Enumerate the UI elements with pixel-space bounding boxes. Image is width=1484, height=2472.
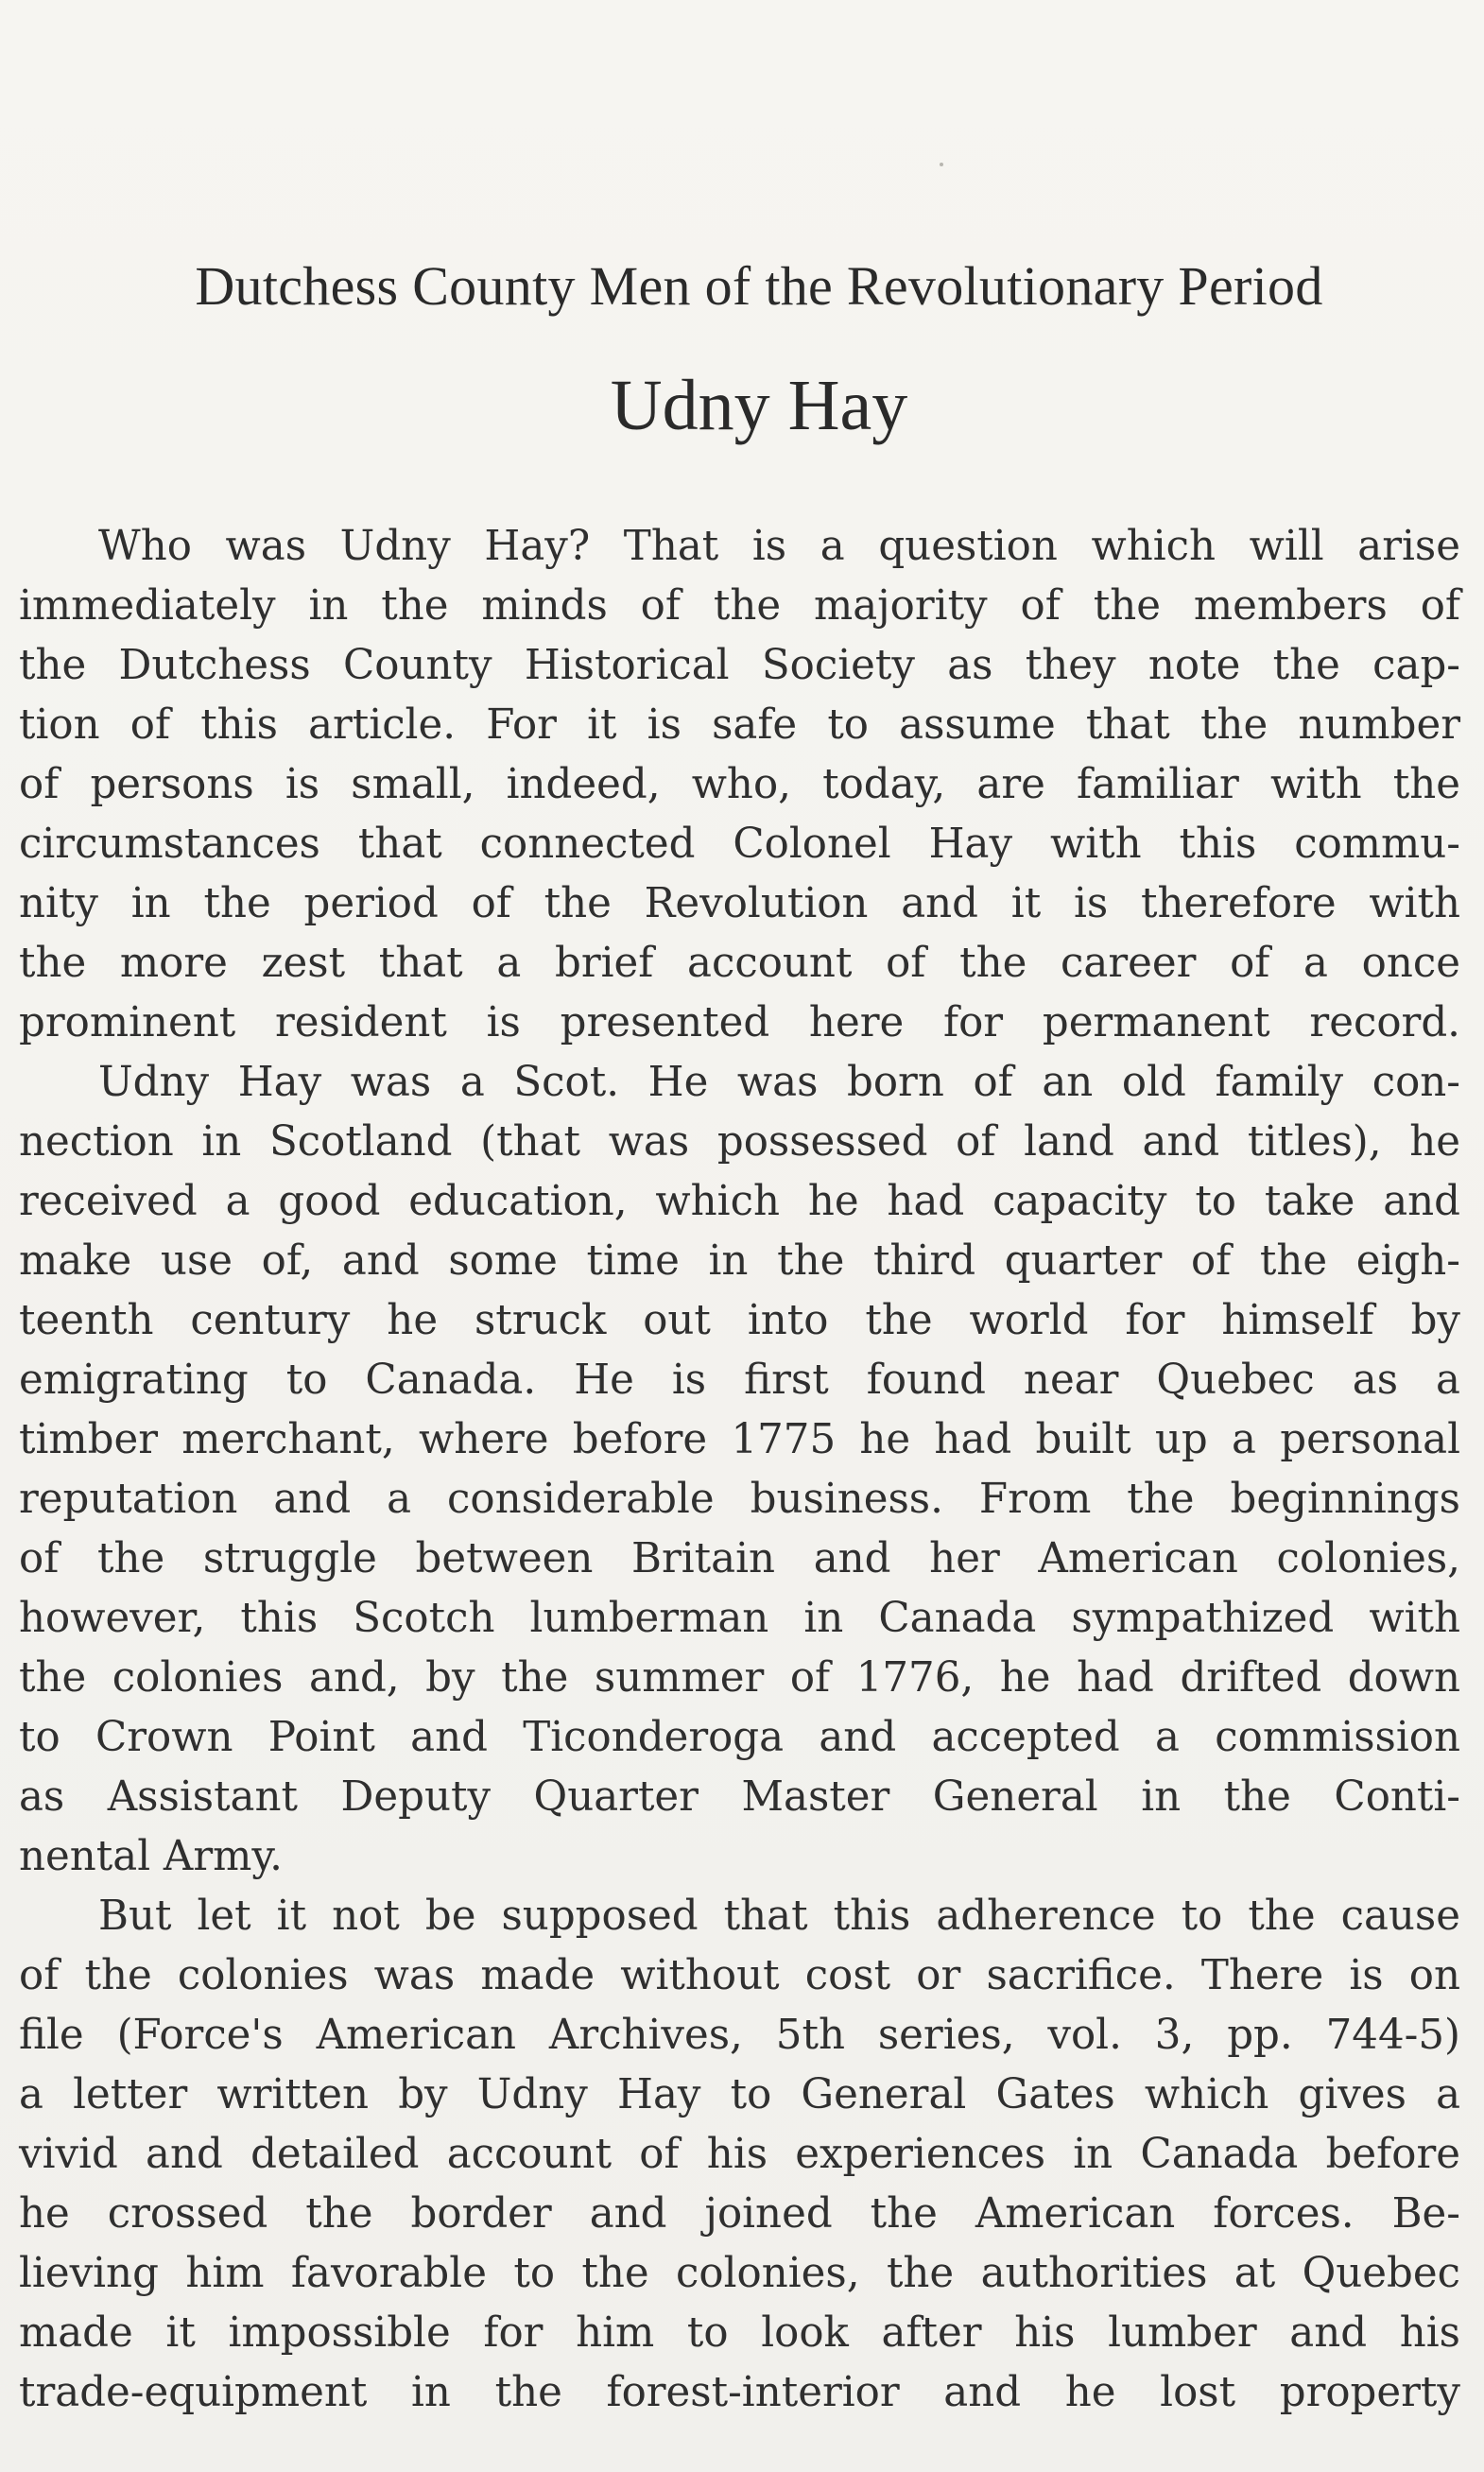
text-line: reputation and a considerable business. From the beginnings [19, 1476, 1460, 1523]
text-line: to Crown Point and Ticonderoga and accepted a commission [19, 1714, 1460, 1761]
text-line: prominent resident is presented here for permanent record. [19, 999, 1460, 1046]
paragraph-1 [19, 517, 1460, 1053]
text-line: But let it not be supposed that this adherence to the cause [98, 1893, 1460, 1940]
text-line: vivid and detailed account of his experiences in Canada before [19, 2131, 1460, 2178]
text-line: circumstances that connected Colonel Hay with this commu- [19, 821, 1460, 868]
running-title: Dutchess County Men of the Revolutionary Period [195, 255, 1323, 317]
text-line: Udny Hay was a Scot. He was born of an old family con- [98, 1059, 1460, 1106]
text-line: trade-equipment in the forest-interior and he lost property [19, 2369, 1460, 2416]
text-line: tion of this article. For it is safe to assume that the number [19, 701, 1460, 749]
text-line: of the colonies was made without cost or sacrifice. There is on [19, 1952, 1460, 1999]
text-line: nection in Scotland (that was possessed of land and titles), he [19, 1118, 1460, 1166]
text-line: file (Force's American Archives, 5th series, vol. 3, pp. 744-5) [19, 2012, 1460, 2059]
article-title: Udny Hay [610, 366, 908, 445]
text-line: Who was Udny Hay? That is a question which will arise [98, 523, 1460, 570]
text-line: the colonies and, by the summer of 1776, he had drifted down [19, 1654, 1460, 1702]
text-line: as Assistant Deputy Quarter Master General in the Conti- [19, 1773, 1460, 1821]
text-line: timber merchant, where before 1775 he had built up a personal [19, 1416, 1460, 1463]
text-line: immediately in the minds of the majority of the members of [19, 582, 1460, 630]
page-header [0, 244, 1484, 458]
text-line: he crossed the border and joined the American forces. Be- [19, 2190, 1460, 2238]
text-line: nity in the period of the Revolution and it is therefore with [19, 880, 1460, 927]
paragraph-2 [19, 1053, 1460, 1887]
text-line: the more zest that a brief account of the career of a once [19, 940, 1460, 987]
text-line: made it impossible for him to look after his lumber and his [19, 2309, 1460, 2357]
text-line: nental Army. [19, 1833, 284, 1880]
text-line: of persons is small, indeed, who, today, are familiar with the [19, 761, 1460, 808]
text-line: lieving him favorable to the colonies, the authorities at Quebec [19, 2250, 1460, 2297]
text-line: received a good education, which he had capacity to take and [19, 1178, 1460, 1225]
article-body [19, 517, 1460, 2423]
text-line: make use of, and some time in the third quarter of the eigh- [19, 1237, 1460, 1285]
paragraph-3 [19, 1887, 1460, 2423]
text-line: a letter written by Udny Hay to General Gates which gives a [19, 2071, 1460, 2118]
text-line: teenth century he struck out into the world for himself by [19, 1297, 1460, 1344]
paper-speck [940, 163, 943, 166]
text-line: the Dutchess County Historical Society as they note the cap- [19, 642, 1460, 689]
text-line: emigrating to Canada. He is first found near Quebec as a [19, 1357, 1460, 1404]
text-line: however, this Scotch lumberman in Canada sympathized with [19, 1595, 1460, 1642]
text-line: of the struggle between Britain and her American colonies, [19, 1535, 1460, 1582]
